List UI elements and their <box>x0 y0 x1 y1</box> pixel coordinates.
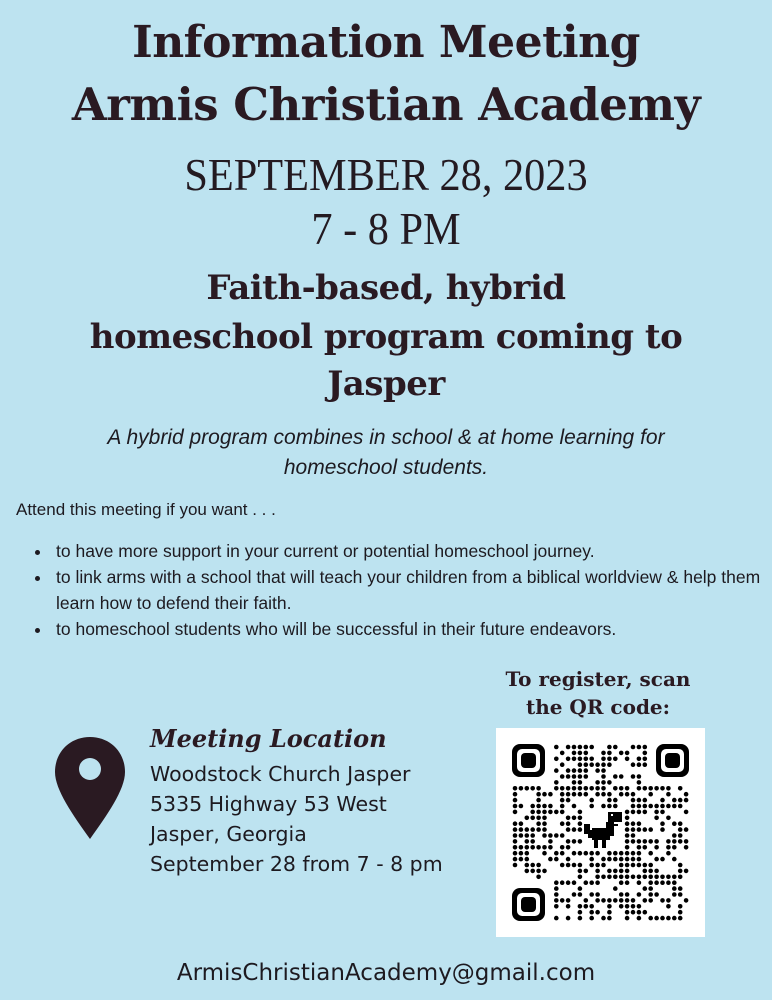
attend-intro: Attend this meeting if you want . . . <box>16 500 276 519</box>
reason-item: • to link arms with a school that will teach your children from a biblical worldview & help them learn how to defend their faith. <box>52 564 772 616</box>
reason-item: • to have more support in your current or potential homeschool journey. <box>52 538 772 564</box>
qr-code-with-dinosaur-icon <box>512 744 689 921</box>
description-line-1: A hybrid program combines in school & at home learning for <box>107 426 665 449</box>
location-heading: Meeting Location <box>150 724 387 753</box>
subtitle-line-1: Faith-based, hybrid <box>206 268 566 308</box>
reasons-list <box>30 538 772 642</box>
register-line-1: To register, scan <box>505 667 691 691</box>
description-line-2: homeschool students. <box>283 456 489 479</box>
event-time: 7 - 8 PM <box>311 203 461 254</box>
location-datetime: September 28 from 7 - 8 pm <box>150 852 443 876</box>
register-line-2: the QR code: <box>525 695 671 719</box>
subtitle-line-2: homeschool program coming to <box>89 317 683 357</box>
location-venue: Woodstock Church Jasper <box>150 762 411 786</box>
contact-email[interactable]: ArmisChristianAcademy@gmail.com <box>176 960 596 986</box>
subtitle-line-3: Jasper <box>327 364 445 404</box>
title-line-1: Information Meeting <box>132 17 640 68</box>
reason-item: • to homeschool students who will be successful in their future endeavors. <box>52 616 772 642</box>
map-pin-icon <box>53 735 127 841</box>
location-city: Jasper, Georgia <box>150 822 307 846</box>
qr-code[interactable] <box>496 728 705 937</box>
location-address: 5335 Highway 53 West <box>150 792 387 816</box>
title-line-2: Armis Christian Academy <box>71 78 701 131</box>
event-date: SEPTEMBER 28, 2023 <box>184 149 588 200</box>
